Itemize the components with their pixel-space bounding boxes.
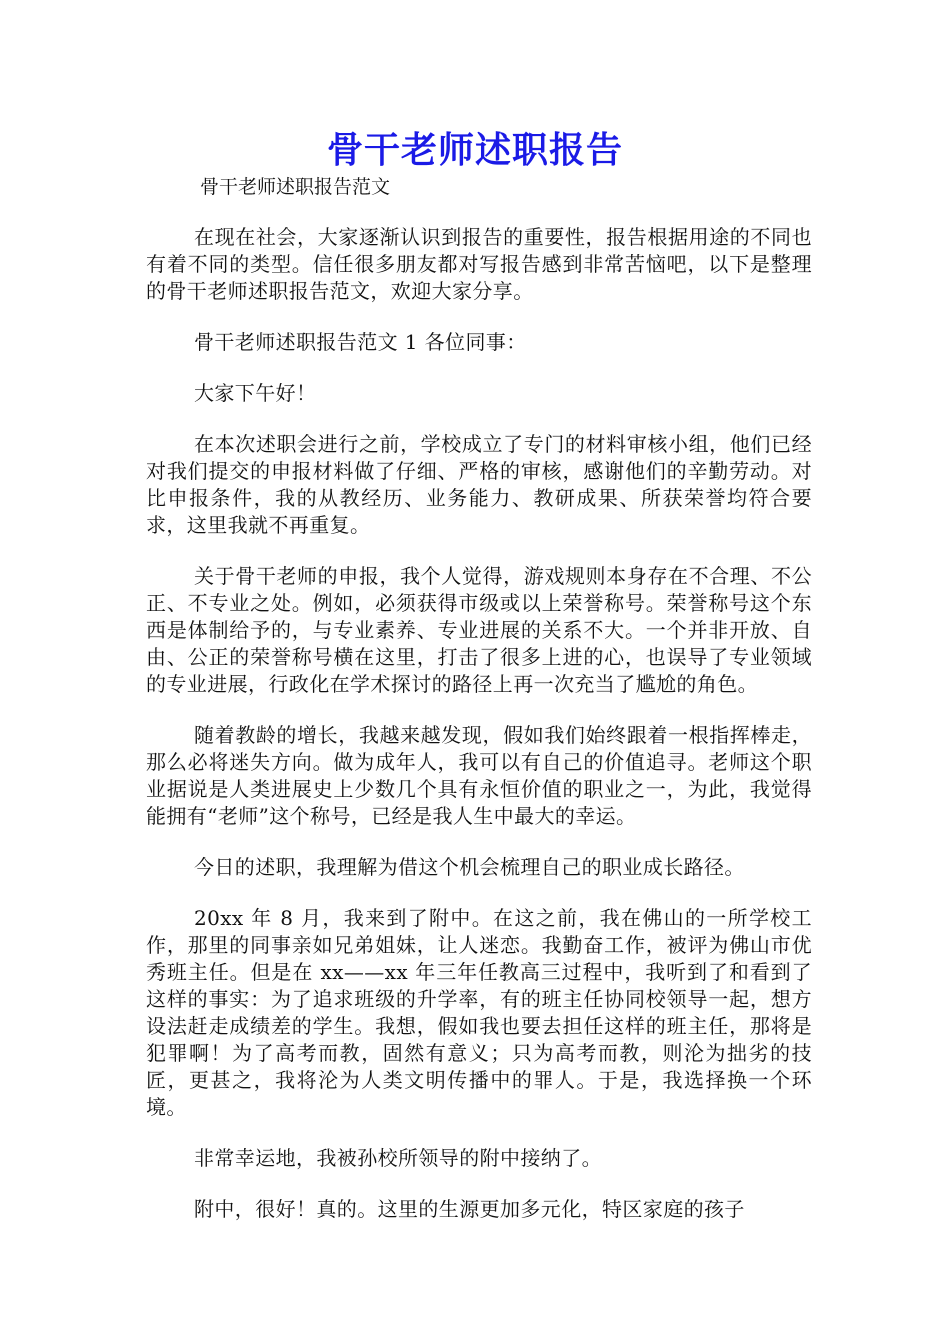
document-body — [146, 224, 812, 1223]
paragraph: 20xx 年 8 月，我来到了附中。在这之前，我在佛山的一所学校工作，那里的同事亲如兄弟姐妹，让人迷恋。我勤奋工作，被评为佛山市优秀班主任。但是在 xx——xx 年三年任教高三过程中，我听到了和看到了这样的事实：为了追求班级的升学率，有的班主任协同校领导一起，想方设法赶走成绩差的学生。我想，假如我也要去担任这样的班主任，那将是犯罪啊！为了高考而教，固然有意义；只为高考而教，则沦为拙劣的技匠，更甚之，我将沦为人类文明传播中的罪人。于是，我选择换一个环境。 — [146, 906, 812, 1119]
paragraph: 今日的述职，我理解为借这个机会梳理自己的职业成长路径。 — [194, 855, 745, 879]
paragraph: 大家下午好！ — [194, 381, 317, 405]
paragraph: 附中，很好！真的。这里的生源更加多元化，特区家庭的孩子 — [194, 1197, 745, 1221]
paragraph: 随着教龄的增长，我越来越发现，假如我们始终跟着一根指挥棒走，那么必将迷失方向。做为成年人，我可以有自己的价值追寻。老师这个职业据说是人类进展史上少数几个具有永恒价值的职业之一，为此，我觉得能拥有“老师”这个称号，已经是我人生中最大的幸运。 — [146, 723, 812, 828]
paragraph: 关于骨干老师的申报，我个人觉得，游戏规则本身存在不合理、不公正、不专业之处。例如，必须获得市级或以上荣誉称号。荣誉称号这个东西是体制给予的，与专业素养、专业进展的关系不大。一个并非开放、自由、公正的荣誉称号横在这里，打击了很多上进的心，也误导了专业领域的专业进展，行政化在学术探讨的路径上再一次充当了尴尬的角色。 — [146, 564, 812, 696]
paragraph: 非常幸运地，我被孙校所领导的附中接纳了。 — [194, 1146, 602, 1170]
document-title: 骨干老师述职报告 — [326, 129, 623, 171]
paragraph: 骨干老师述职报告范文 1 各位同事： — [194, 330, 527, 354]
paragraph: 在现在社会，大家逐渐认识到报告的重要性，报告根据用途的不同也有着不同的类型。信任很多朋友都对写报告感到非常苦恼吧，以下是整理的骨干老师述职报告范文，欢迎大家分享。 — [146, 225, 812, 303]
document-subtitle: 骨干老师述职报告范文 — [200, 176, 391, 198]
paragraph: 在本次述职会进行之前，学校成立了专门的材料审核小组，他们已经对我们提交的申报材料做了仔细、严格的审核，感谢他们的辛勤劳动。对比申报条件，我的从教经历、业务能力、教研成果、所获荣誉均符合要求，这里我就不再重复。 — [146, 432, 812, 537]
